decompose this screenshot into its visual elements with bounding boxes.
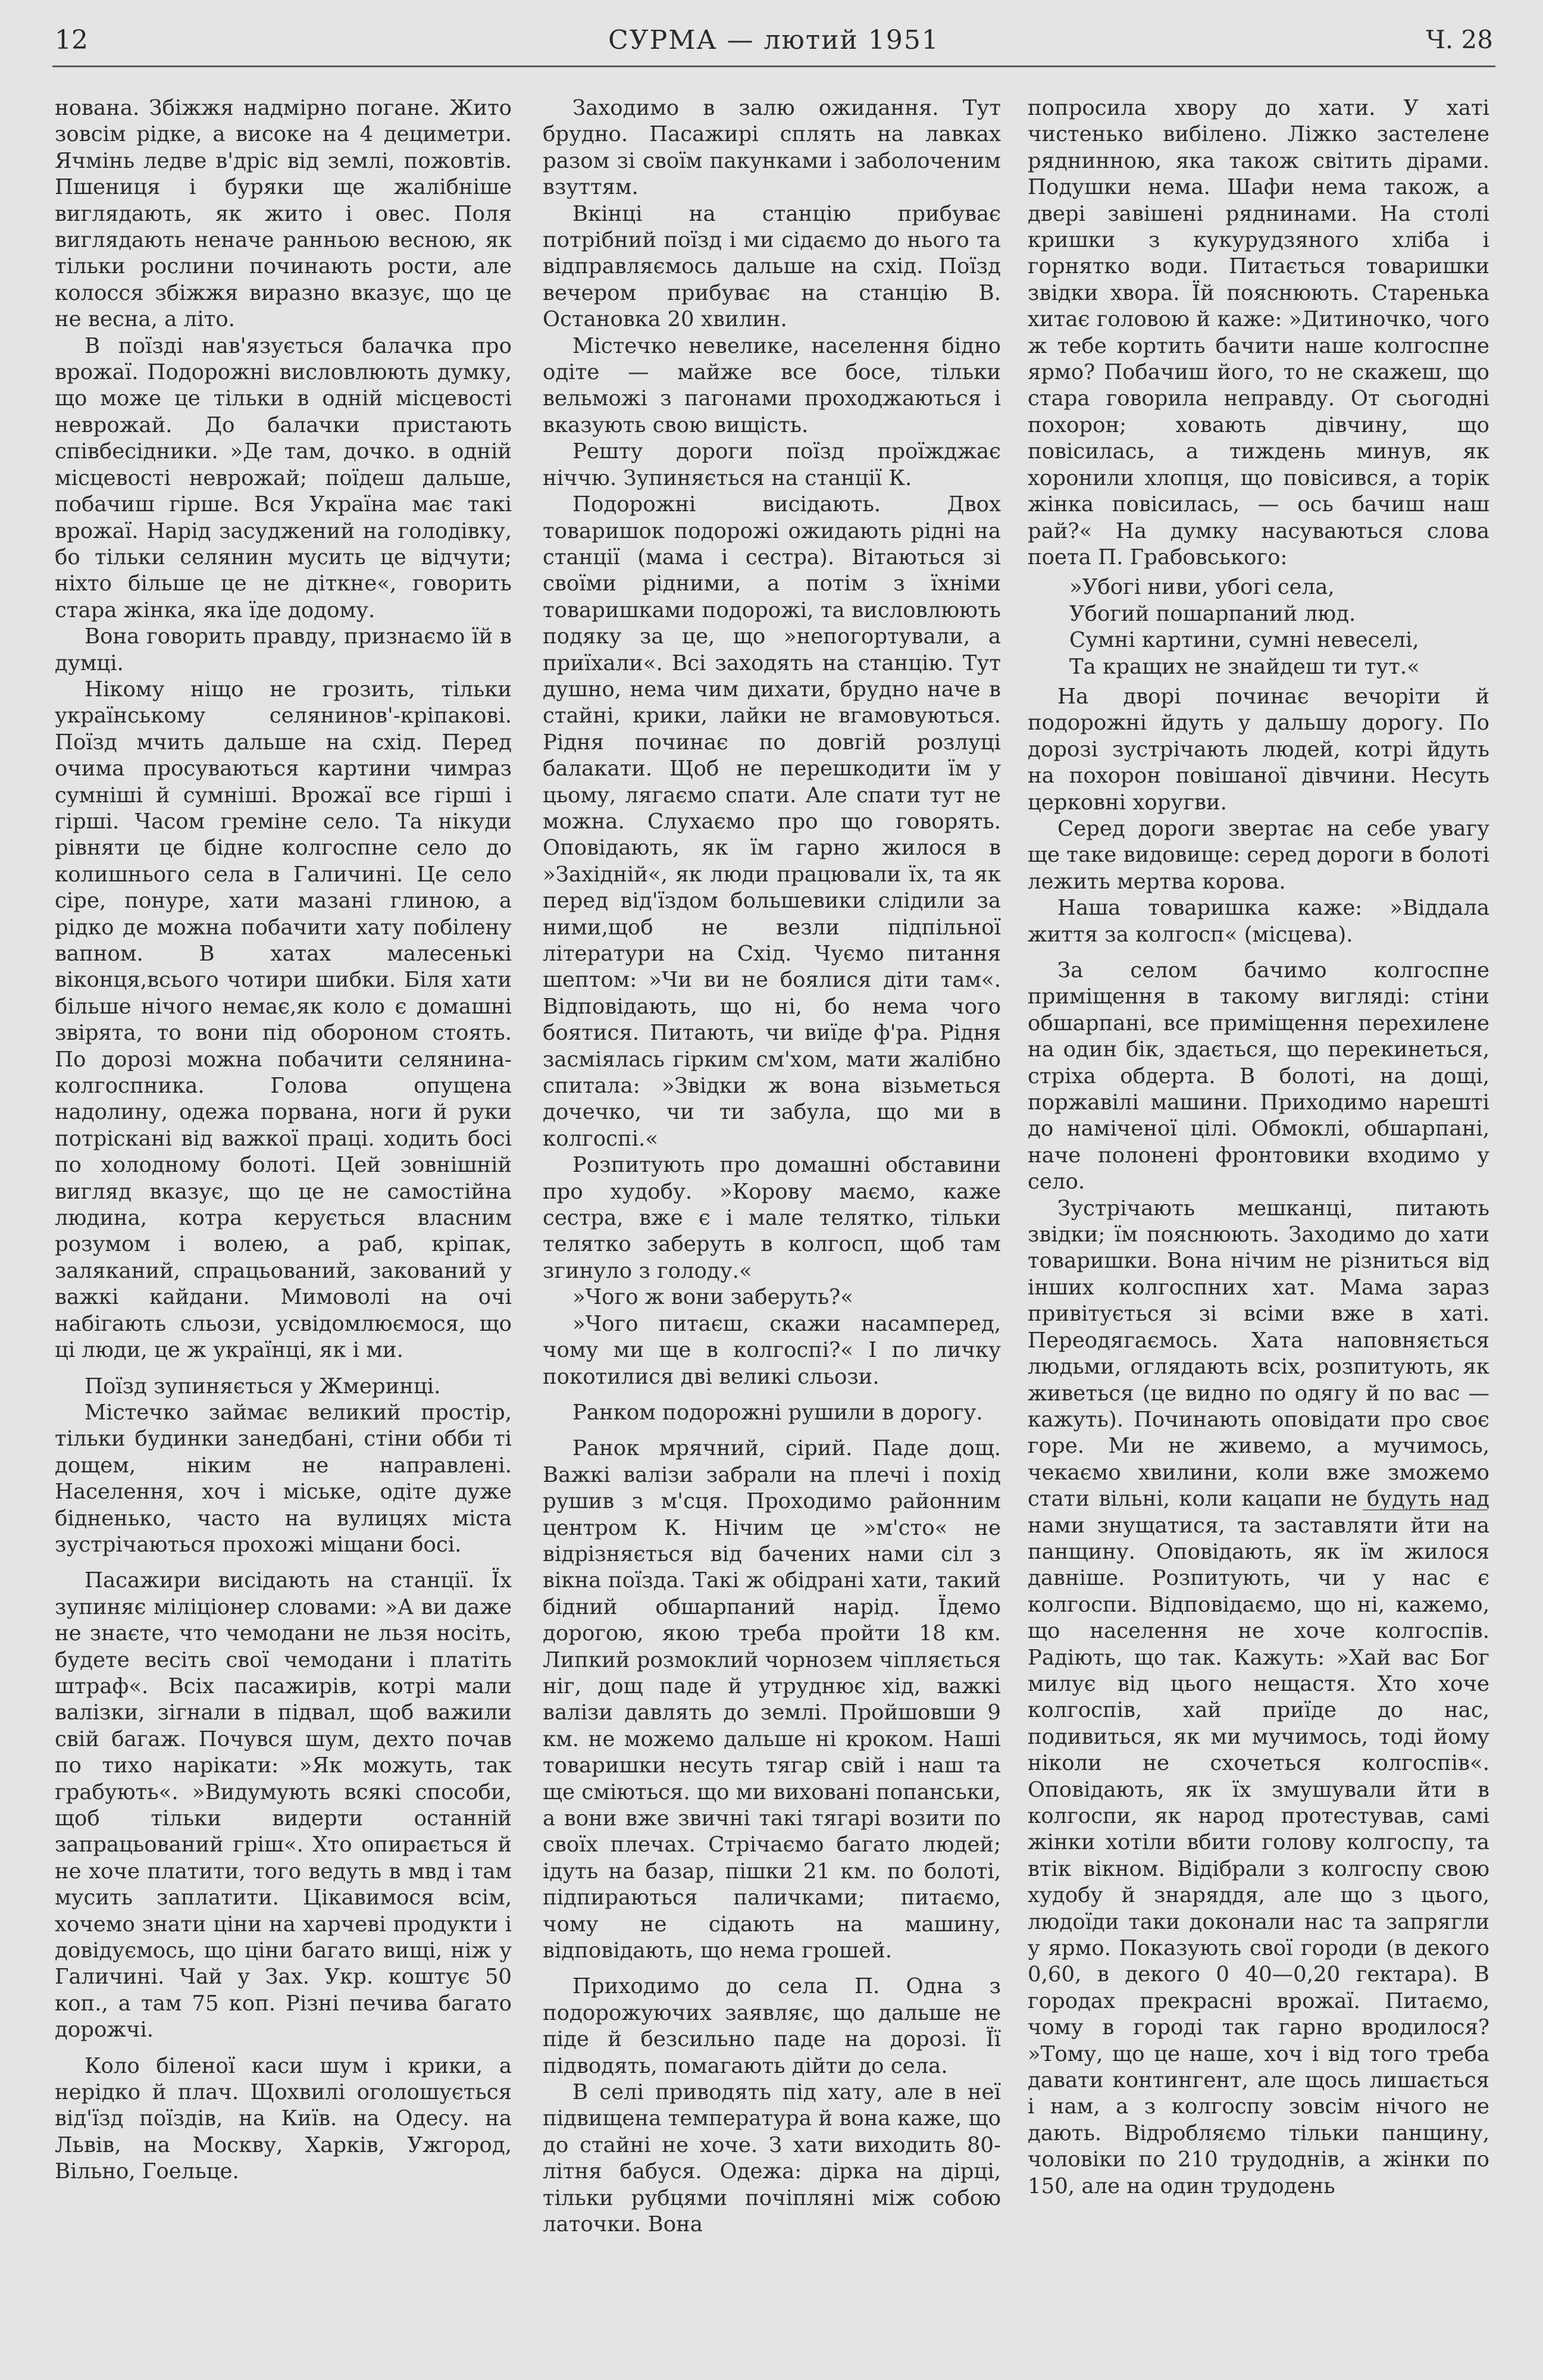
poem-line: Та кращих не знайдеш ти тут.« — [1069, 654, 1420, 679]
poem-line: »Убогі ниви, убогі села, — [1069, 575, 1335, 600]
paragraph: На дворі починає вечоріти й подорожні йдуть у дальшу дорогу. По дорозі зустрічають людей, котрі йдуть на похорон повішаної дівчини. Несуть церковні хоругви. — [1028, 684, 1489, 815]
paragraph: »Чого ж вони заберуть?« — [572, 1285, 853, 1310]
paragraph: нована. Збіжжя надмірно погане. Жито зовсім рідке, а високе на 4 дециметри. Ячмінь ледве в'дріс від землі, пожовтів. Пшениця і буряки ще жалібніше виглядають, як жито і овес. Поля виглядають неначе ранньою весною, як тільки рослини починають рости, але колосся збіжжя виразно вказує, що це не весна, а літо. — [55, 96, 512, 332]
divider — [1363, 1509, 1488, 1510]
paragraph: »Чого питаєш, скажи насамперед, чому ми ще в колгоспі?« І по личку покотилися дві великі сльози. — [543, 1311, 1001, 1389]
paragraph: Серед дороги звертає на себе увагу ще таке видовище: серед дороги в болоті лежить мертва корова. — [1028, 816, 1489, 894]
paragraph: Ранок мрячний, сірий. Паде дощ. Важкі валізи забрали на плечі і похід рушив з м'сця. Проходимо районним центром К. Нічим це »м'сто« не відрізняється від бачених нами сіл з вікна поїзда. Такі ж обідрані хати, такий бідний обшарпаний нарід. Їдемо дорогою, якою треба пройти 18 км. Липкий розмоклий чорнозем чіпляється ніг, дощ паде й утруднює хід, важкі валізи давлять до землі. Пройшовши 9 км. не можемо дальше ні кроком. Наші товаришки несуть тягар свій і наш та ще сміються. що ми виховані попанськи, а вони вже звичні такі тягарі возити по своїх плечах. Стрічаємо багато людей; ідуть на базар, пішки 21 км. по болоті, підпираються паличками; питаємо, чому не сідають на машину, відповідають, що нема грошей. — [543, 1436, 1001, 1963]
paragraph: Наша товаришка каже: »Віддала життя за колгосп« (місцева). — [1028, 896, 1489, 947]
paragraph: Містечко невелике, населення бідно одіте — майже все босе, тільки вельможі з пагонами проходжаються і вказують свою вищість. — [543, 333, 1001, 437]
paragraph: Ранком подорожні рушили в дорогу. — [572, 1400, 983, 1425]
paragraph: попросила хвору до хати. У хаті чистенько вибілено. Ліжко застелене ряднинною, яка також світить дірами. Подушки нема. Шафи нема також, а двері завішені ряднинами. На столі кришки з кукурудзяного хліба і горнятко води. Питається товаришки звідки хвора. Їй пояснюють. Старенька хитає головою й каже: »Дитиночко, чого ж тебе кортить бачити наше колгоспне ярмо? Побачиш його, то не скажеш, що стара говорила неправду. От сьогодні похорон; ховають дівчину, що повісилась, а тиждень минув, як хоронили хлопця, що повісився, а торік жінка повісилась, — ось бачиш наш рай?« На думку насуваються слова поета П. Грабовського: — [1028, 96, 1489, 570]
paragraph: Подорожні висідають. Двох товаришок подорожі ожидають рідні на станції (мама і сестра). Вітаються зі своїми рідними, а потім з їхніми товаришками подорожі, та висловлюють подяку за це, що »непогортували, а приїхали«. Всі заходять на станцію. Тут душно, нема чим дихати, брудно наче в стайні, крики, лайки не вгамовуються. Рідня починає по довгій розлуці балакати. Щоб не перешкодити їм у цьому, лягаємо спати. Але спати тут не можна. Слухаємо про що говорять. Оповідають, як їм гарно жилося в »Західній«, як люди працювали їх, та як перед від'їздом большевики слідили за ними,щоб не везли підпільної літератури на Схід. Чуємо питання шептом: »Чи ви не боялися діти там«. Відповідають, що ні, бо нема чого боятися. Питають, чи виїде ф'ра. Рідня засміялась гірким см'хом, мати жалібно спитала: »Звідки ж вона візьметься дочечко, чи ти забула, що ми в колгоспі.« — [543, 492, 1001, 1151]
paragraph: Містечко займає великий простір, тільки будинки занедбані, стіни обби ті дощем, ніким не направлені. Населення, хоч і міське, одіте дуже бідненько, часто на вулицях міста зустрічаються прохожі міщани босі. — [55, 1400, 512, 1557]
paragraph: Розпитують про домашні обставини про худобу. »Корову маємо, каже сестра, вже є і мале телятко, тільки телятко заберуть в колгосп, щоб там згинуло з голоду.« — [543, 1153, 1001, 1283]
paragraph: Нікому ніщо не грозить, тільки українському селянинов'-кріпакові. Поїзд мчить дальше на схід. Перед очима просуваються картини чимраз сумніші й сумніші. Врожаї все гірші і гірші. Часом греміне село. Та нікуди рівняти це бідне колгоспне село до колишнього села в Галичині. Це село сіре, понуре, хати мазані глиною, а рідко де можна побачити хату побілену вапном. В хатах малесенькі віконця,всього чотири шибки. Біля хати більше нічого немає,як коло є домашні звірята, то вони під обороном стоять. По дорозі можна побачити селянина-колгоспника. Голова опущена надолину, одежа порвана, ноги й руки потріскані від важкої праці. ходить босі по холодному болоті. Цей зовнішній вигляд вказує, що це не самостійна людина, котра керується власним розумом і волею, а раб, кріпак, заляканий, спрацьований, закований у важкі кайдани. Мимоволі на очі набігають сльози, усвідомлюємося, що ці люди, це ж українці, як і ми. — [55, 677, 512, 1363]
paragraph: Коло біленої каси шум і крики, а нерідко й плач. Щохвилі оголошується від'їзд поїздів, на Київ. на Одесу. на Львів, на Москву, Харків, Ужгород, Вільно, Гоельце. — [55, 2053, 512, 2184]
paragraph: Вона говорить правду, признаємо їй в думці. — [55, 624, 512, 675]
poem-quote — [1069, 574, 1489, 680]
poem-line: Убогий пошарпаний люд. — [1069, 601, 1356, 626]
paragraph: За селом бачимо колгоспне приміщення в такому вигляді: стіни обшарпані, все приміщення перехилене на один бік, здається, що перекинеться, стріха обдерта. В болоті, на дощі, поржавілі машини. Приходимо нарешті до наміченої цілі. Обмоклі, обшарпані, наче полонені фронтовики входимо у село. — [1028, 958, 1489, 1194]
page-header — [52, 18, 1495, 67]
paragraph: Приходимо до села П. Одна з подорожуючих заявляє, що дальше не піде й безсильно паде на дорозі. Її підводять, помагають дійти до села. — [543, 1974, 1001, 2078]
journal-title: СУРМА — лютий 1951 — [608, 25, 940, 55]
paragraph: В селі приводять під хату, але в неї підвищена температура й вона каже, що до стайні не хоче. З хати виходить 80-літня бабуся. Одежа: дірка на дірці, тільки рубцями почіпляні між собою латочки. Вона — [543, 2080, 1001, 2237]
page-number: 12 — [55, 25, 88, 55]
paragraph: Пасажири висідають на станції. Їх зупиняє міліціонер словами: »А ви даже не знаєте, что чемодани не льзя носіть, будете весіть свої чемодани і платіть штраф«. Всіх пасажирів, котрі мали валізки, зігнали в підвал, щоб важили свій багаж. Почувся шум, дехто почав по тихо нарікати: »Як можуть, так грабують«. »Видумують всякі способи, щоб тільки видерти останній запрацьований гріш«. Хто опирається й не хоче платити, того ведуть в мвд і там мусить заплатити. Цікавимося всім, хочемо знати ціни на харчеві продукти і довідуємось, що ціни багато вищі, ніж у Галичині. Чай у Зах. Укр. коштує 50 коп., а там 75 коп. Різні печива багато дорожчі. — [55, 1568, 512, 2043]
poem-line: Сумні картини, сумні невеселі, — [1069, 628, 1419, 653]
paragraph: Решту дороги поїзд проїжджає ніччю. Зупиняється на станції К. — [543, 439, 1001, 490]
text-column-1 — [55, 95, 512, 2297]
text-column-2 — [543, 95, 1001, 2297]
paragraph: Поїзд зупиняється у Жмеринці. — [84, 1374, 441, 1399]
paragraph: В поїзді нав'язується балачка про врожаї. Подорожні висловлюють думку, що може це тільки в одній місцевості неврожай. До балачки пристають співбесідники. »Де там, дочко. в одній місцевості неврожай; поїдеш дальше, побачиш гірше. Вся Україна має такі врожаї. Нарід засуджений на голодівку, бо тільки селянин мусить це відчути; ніхто більше це не діткне«, говорить стара жінка, яка їде додому. — [55, 333, 512, 623]
text-column-3 — [1028, 95, 1489, 2297]
issue-number: Ч. 28 — [1426, 25, 1493, 54]
paragraph: Заходимо в залю ожидання. Тут брудно. Пасажирі сплять на лавках разом зі своїм пакунками і заболоченим взуттям. — [543, 96, 1001, 200]
paragraph: Вкінці на станцію прибуває потрібний поїзд і ми сідаємо до нього та відправляємось дальше на схід. Поїзд вечером прибуває на станцію В. Остановка 20 хвилин. — [543, 201, 1001, 332]
paragraph: Зустрічають мешканці, питають звідки; їм пояснюють. Заходимо до хати товаришки. Вона нічим не різниться від інших колгоспних хат. Мама зараз привітується зі всіми вже в хаті. Переодягаємось. Хата наповняється людьми, оглядають всіх, розпитують, як живеться (це видно по одягу й по вас — кажуть). Починають оповідати про своє горе. Ми не живемо, а мучимось, чекаємо хвилини, коли вже зможемо стати вільні, коли кацапи не будуть над нами знущатися, та заставляти йти на панщину. Оповідають, як їм жилося давніше. Розпитують, чи у нас є колгоспи. Відповідаємо, що ні, кажемо, що населення не хоче колгоспів. Радіють, що так. Кажуть: »Хай вас Бог милує від цього нещастя. Хто хоче колгоспів, хай приїде до нас, подивиться, як ми мучимось, тоді йому ніколи не схочеться колгоспів«. Оповідають, як їх змушували йти в колгоспи, як народ протестував, самі жінки хотіли вбити голову колгоспу, та втік вікном. Відібрали з колгоспу свою худобу й знаряддя, але що з цього, людоїди таки доконали нас та запрягли у ярмо. Показують свої городи (в декого 0,60, в декого 0 40—0,20 гектара). В городах прекрасні врожаї. Питаємо, чому в городі так гарно вродилося? »Тому, що це наше, хоч і від того треба давати контингент, але щось лишається і нам, а з колгоспу зовсім нічого не дають. Відробляємо тільки панщину, чоловіки по 210 трудоднів, а жінки по 150, але на один трудодень — [1028, 1196, 1489, 2198]
